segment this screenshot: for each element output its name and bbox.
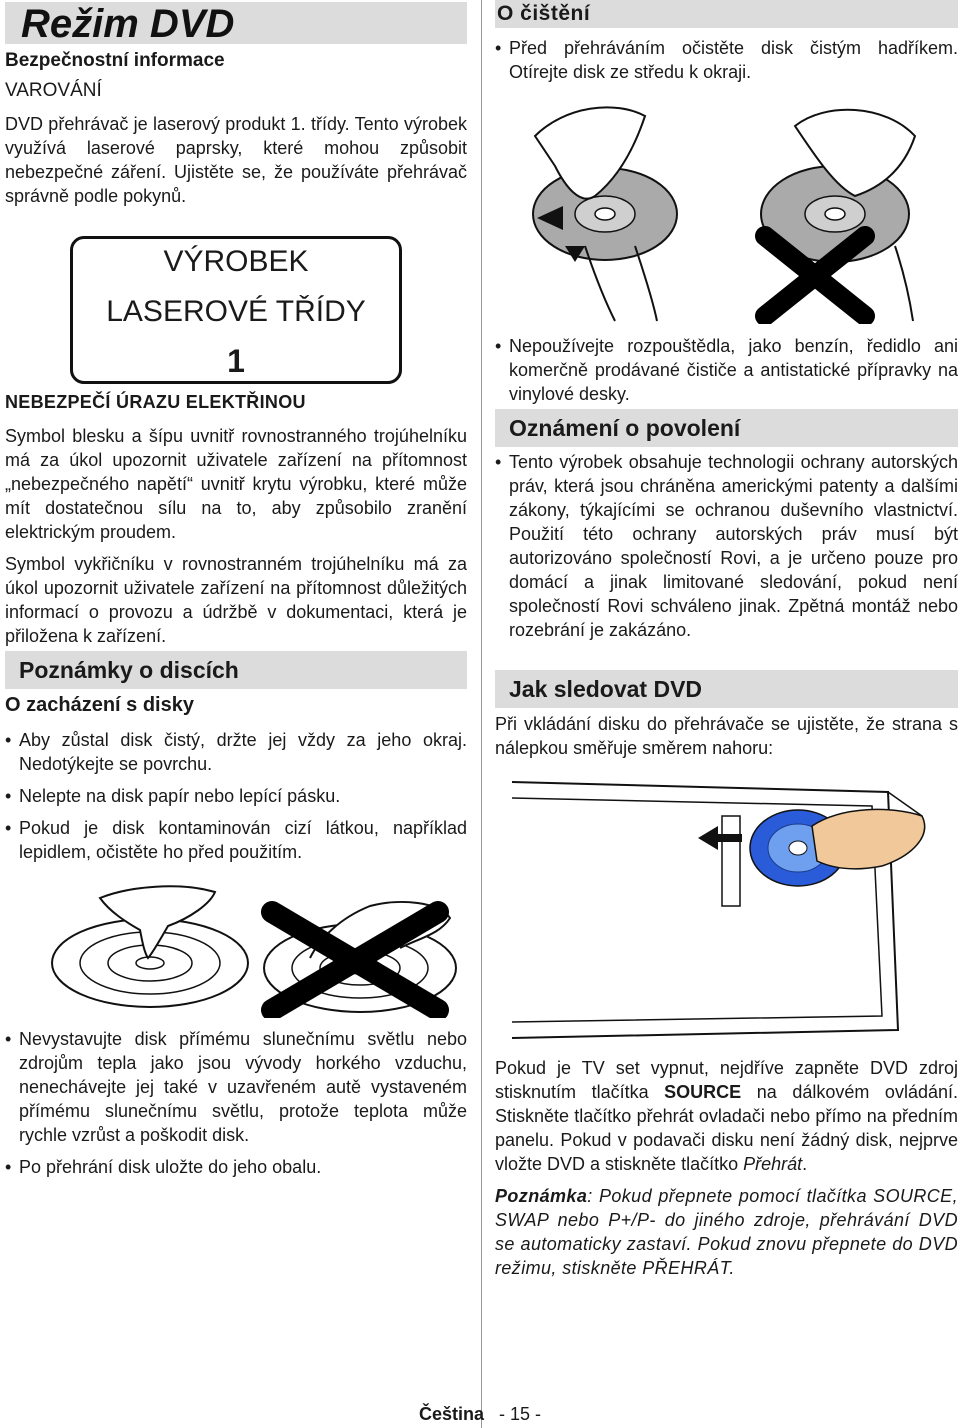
page-title-bar (5, 2, 467, 44)
safety-heading: Bezpečnostní informace (5, 50, 225, 71)
disc-insert-illustration (512, 776, 942, 1044)
disc-handling-illustration (40, 878, 460, 1018)
handling-heading: O zacházení s disky (5, 694, 194, 716)
footer-language: Čeština (418, 1404, 484, 1424)
cleaning-heading: O čištění (497, 2, 591, 25)
warning-heading: VAROVÁNÍ (5, 80, 102, 101)
page-footer (0, 1404, 960, 1425)
source-button-label: SOURCE (664, 1082, 742, 1102)
solvent-bullet: • Nepoužívejte rozpouštědla, jako benzín, ředidlo ani komerčně prodávané čističe a antistatické přípravky na vinylové desky. (495, 334, 958, 406)
tv-paragraph-part2: na dálkovém ovládání. Stiskněte tlačítko přehrát ovladači nebo přímo na předním panelu. Pokud v podavači disku není žádný disk, nejprve vložte DVD a stiskněte tlačítko (495, 1082, 958, 1174)
license-bullet: • Tento výrobek obsahuje technologii ochrany autorských práv, která jsou chráněna americkými patenty a dalšími zákony, týkajícími se ochranou duševního vlastnictví. Použití této ochrany autorských práv musí být autorizováno společností Rovi, a je určeno pouze pro domácí a jinak limitované sledování, pokud není společností Rovi schváleno jinak. Zpětná montáž nebo rozebrání je zakázáno. (495, 450, 958, 642)
handling-list (5, 728, 467, 864)
footer-page-number: - 15 - (499, 1404, 542, 1424)
shock-heading: NEBEZPEČÍ ÚRAZU ELEKTŘINOU (5, 392, 306, 412)
hand (812, 809, 925, 868)
disc-wiped-incorrectly (761, 110, 915, 321)
storage-bullet: • Nevystavujte disk přímému slunečnímu světlu nebo zdrojům tepla jako jsou vývody horkého vzduchu, nenechávejte jej také v uzavřeném autě vystaveném přímému slunečnímu světlu, protože teplota může rychle vzrůst a poškodit disk. (5, 1027, 467, 1147)
play-button-label: Přehrát (743, 1154, 803, 1174)
shock-text-exclamation: Symbol vykřičníku v rovnostranném trojúhelníku má za úkol upozornit uživatele zařízení na přítomnost důležitých informací o provozu a údržbě v dokumentaci, která je přiložena k zařízení. (5, 554, 467, 646)
disc-cleaning-illustration (525, 96, 945, 324)
disc-held-incorrectly (264, 902, 456, 1012)
tv-paragraph (495, 1056, 958, 1176)
storage-bullet: • Po přehrání disk uložte do jeho obalu. (5, 1155, 467, 1179)
warning-text: DVD přehrávač je laserový produkt 1. třídy. Tento výrobek využívá laserové paprsky, které mohou způsobit nebezpečné záření. Ujistěte se, že používáte přehrávač správně podle pokynů. (5, 114, 467, 206)
disc-held-correctly (52, 886, 248, 1007)
handling-bullet: • Nelepte na disk papír nebo lepící pásku. (5, 784, 467, 808)
disc-slot (722, 816, 740, 906)
laser-label-line2: LASEROVÉ TŘÍDY (106, 295, 366, 328)
tv-paragraph-part1: Pokud je TV set vypnut, nejdříve zapněte DVD zdroj stisknutím tlačítka (495, 1058, 958, 1102)
watch-intro: Při vkládání disku do přehrávače se ujistěte, že strana s nálepkou směřuje směrem nahoru: (495, 714, 958, 758)
note-label: Poznámka (495, 1186, 588, 1206)
laser-label-line3: 1 (227, 343, 245, 379)
disc-notes-heading: Poznámky o discích (5, 651, 467, 689)
note-paragraph (495, 1184, 958, 1280)
cleaning-bullet: • Před přehráváním očistěte disk čistým hadříkem. Otírejte disk ze středu k okraji. (495, 36, 958, 84)
shock-text-lightning: Symbol blesku a šípu uvnitř rovnostranného trojúhelníku má za úkol upozornit uživatele zařízení na přítomnost „nebezpečného napětí“ uvnitř krytu výrobku, které může mít dostatečnou sílu na to, aby způsobilo zranění elektrickým proudem. (5, 426, 467, 542)
handling-bullet: • Pokud je disk kontaminován cizí látkou, například lepidlem, očistěte ho před použitím. (5, 816, 467, 864)
cleaning-heading-bar (495, 0, 958, 28)
disc-wiped-correctly (533, 107, 677, 321)
tv-paragraph-part3: . (802, 1154, 808, 1174)
handling-bullet: • Aby zůstal disk čistý, držte jej vždy za jeho okraj. Nedotýkejte se povrchu. (5, 728, 467, 776)
watch-heading: Jak sledovat DVD (495, 670, 958, 708)
laser-label-line1: VÝROBEK (163, 245, 309, 278)
license-heading: Oznámení o povolení (495, 409, 958, 447)
page-title: Režim DVD (21, 2, 235, 46)
storage-list (5, 1027, 467, 1179)
laser-class-label (70, 236, 402, 384)
column-divider (481, 0, 482, 1428)
note-text: : Pokud přepnete pomocí tlačítka SOURCE, SWAP nebo P+/P- do jiného zdroje, přehrávání DVD se automaticky zastaví. Pokud znovu přepnete do DVD režimu, stiskněte PŘEHRÁT. (495, 1186, 958, 1278)
